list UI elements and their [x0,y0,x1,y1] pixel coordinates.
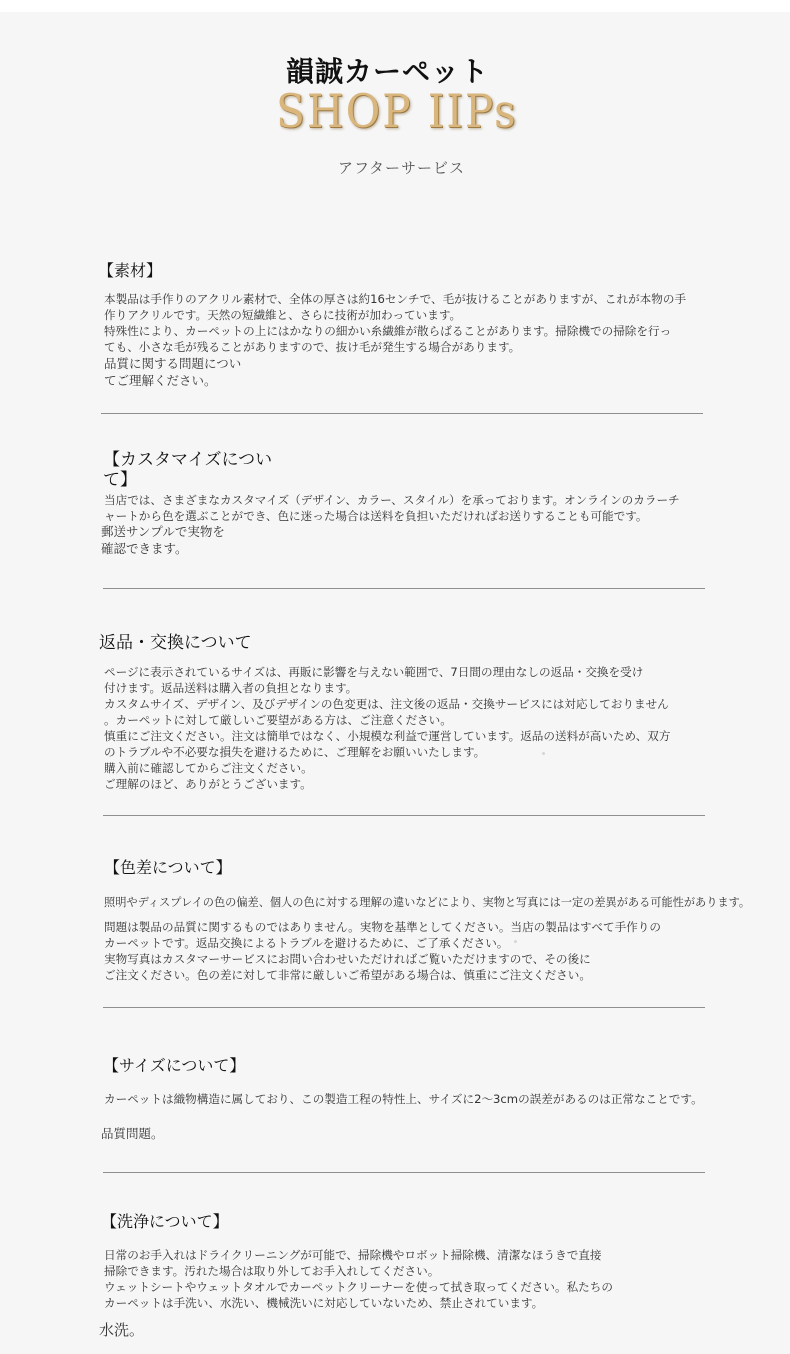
section-return-heading: 返品・交換について [99,633,252,653]
text-line: 付けます。返品送料は購入者の負担となります。 [104,681,358,695]
text-line: 実物写真はカスタマーサービスにお問い合わせいただければご覧いただけますので、その後に [104,952,591,966]
speck [542,752,545,755]
section-customize-body [104,492,680,524]
section-cleaning-body [104,1247,613,1311]
text-line: ャートから色を選ぶことができ、色に迷った場合は送料を負担いただければお送りすることも可能です。 [104,509,648,523]
text-line: 問題は製品の品質に関するものではありません。実物を基準としてください。当店の製品はすべて手作りの [104,920,661,934]
text-line: ウェットシートやウェットタオルでカーペットクリーナーを使って拭き取ってください。私たちの [104,1280,613,1294]
section-customize-note [101,523,225,557]
text-line: 品質に関する問題につい [104,356,242,371]
text-line: カーペットは手洗い、水洗い、機械洗いに対応していないため、禁止されています。 [104,1296,544,1310]
section-cleaning-heading: 【洗浄について】 [101,1212,229,1231]
section-return-body [104,664,670,792]
text-line: ご理解のほど、ありがとうございます。 [104,777,312,791]
section-color-first-line: 照明やディスプレイの色の偏差、個人の色に対する理解の違いなどにより、実物と写真には一定の差異がある可能性があります。 [104,896,751,909]
text-line: ご注文ください。色の差に対して非常に厳しいご希望がある場合は、慎重にご注文ください。 [104,968,591,982]
text-line: 当店では、さまざまなカスタマイズ（デザイン、カラー、スタイル）を承っております。オンラインのカラーチ [104,493,680,507]
text-line: 作りアクリルです。天然の短繊維と、さらに技術が加わっています。 [104,308,462,322]
divider [103,1007,705,1008]
text-line: 本製品は手作りのアクリル素材で、全体の厚さは約16センチで、毛が抜けることがありますが、これが本物の手 [104,292,687,306]
text-line: 日常のお手入れはドライクリーニングが可能で、掃除機やロボット掃除機、清潔なほうきで直接 [104,1248,602,1262]
text-line: 郵送サンプルで実物を [101,524,225,539]
text-line: 特殊性により、カーペットの上にはかなりの細かい糸繊維が散らばることがあります。掃除機での掃除を行っ [104,324,672,338]
section-color-heading: 【色差について】 [104,858,232,877]
section-material-heading: 【素材】 [98,261,163,280]
text-line: 掃除できます。汚れた場合は取り外してお手入れしてください。 [104,1264,440,1278]
divider [103,588,705,589]
text-line: カーペットです。返品交換によるトラブルを避けるために、ご了承ください。 [104,936,509,950]
divider [103,815,705,816]
text-line: 購入前に確認してからご注文ください。 [104,761,313,775]
text-line: のトラブルや不必要な損失を避けるために、ご理解をお願いいたします。 [104,745,486,759]
section-cleaning-note: 水洗。 [99,1321,145,1339]
after-service-title: アフターサービス [338,159,465,177]
text-line: ページに表示されているサイズは、再販に影響を与えない範囲で、7日間の理由なしの返品・交換を受け [104,665,644,679]
text-line: てご理解ください。 [104,373,217,388]
section-material-body [104,291,686,355]
section-material-note [104,355,241,389]
heading-line: て】 [103,470,137,490]
text-line: ても、小さな毛が残ることがありますので、抜け毛が発生する場合があります。 [104,340,521,354]
heading-line: 【カスタマイズについ [103,450,273,470]
divider [101,413,703,414]
text-line: 。カーペットに対して厳しいご要望がある方は、ご注意ください。 [104,713,452,727]
text-line: カスタムサイズ、デザイン、及びデザインの色変更は、注文後の返品・交換サービスには対応しておりません [104,697,669,711]
shop-name: 韻誠カーペット [286,55,490,88]
divider [103,1172,705,1173]
section-color-body [104,919,661,983]
section-size-first-line: カーペットは織物構造に属しており、この製造工程の特性上、サイズに2〜3cmの誤差があるのは正常なことです。 [104,1092,703,1106]
section-size-note: 品質問題。 [101,1126,164,1141]
text-line: 慎重にご注文ください。注文は簡単ではなく、小規模な利益で運営しています。返品の送料が高いため、双方 [104,729,671,743]
section-customize-heading [103,450,272,490]
shop-logo: SHOP IIPs [276,84,518,138]
text-line: 確認できます。 [101,541,188,556]
section-size-heading: 【サイズについて】 [103,1056,246,1075]
speck [514,940,517,943]
